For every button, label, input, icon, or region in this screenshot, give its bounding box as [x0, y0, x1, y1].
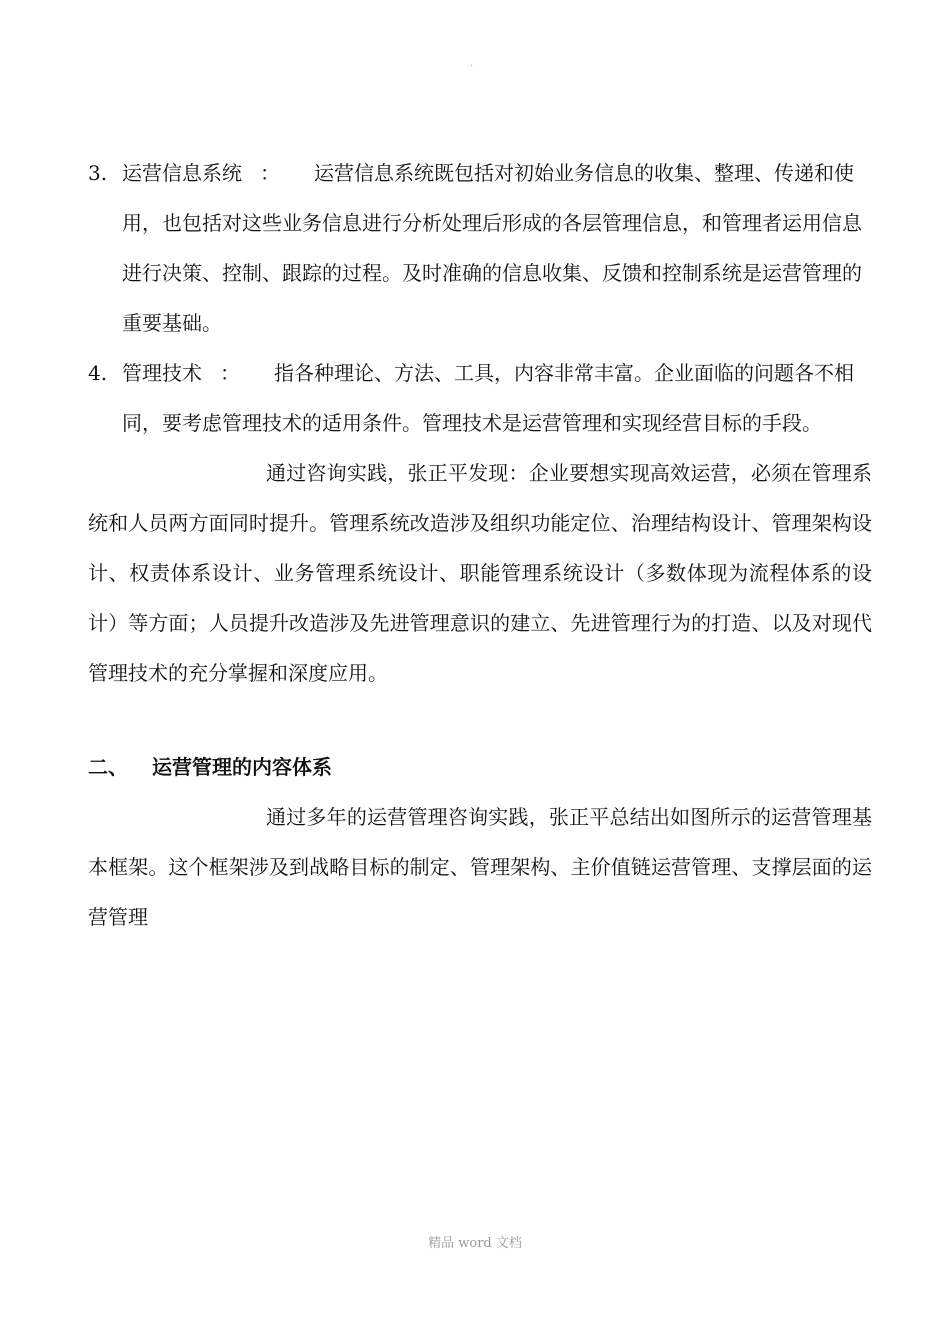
list-text: 指各种理论、方法、工具，内容非常丰富。企业面临的问题各不相同，要考虑管理技术的适用条件。管理技术是运营管理和实现经营目标的手段。 [122, 361, 854, 435]
section-title: 运营管理的内容体系 [152, 755, 332, 779]
list-item-3 [88, 148, 872, 348]
list-number: 3. [88, 161, 108, 185]
section-number: 二、 [88, 755, 128, 779]
list-number: 4. [88, 361, 108, 385]
document-body [88, 148, 872, 942]
list-item-4 [88, 348, 872, 448]
list-colon: ： [220, 361, 240, 385]
list-text: 运营信息系统既包括对初始业务信息的收集、整理、传递和使用，也包括对这些业务信息进行分析处理后形成的各层管理信息，和管理者运用信息进行决策、控制、跟踪的过程。及时准确的信息收集、反馈和控制系统是运营管理的重要基础。 [122, 161, 862, 335]
list-term: 运营信息系统 [122, 161, 242, 185]
section-heading [88, 742, 872, 792]
page-footer: 精品 word 文档 [428, 1236, 522, 1251]
paragraph-framework: 通过多年的运营管理咨询实践，张正平总结出如图所示的运营管理基本框架。这个框架涉及到战略目标的制定、管理架构、主价值链运营管理、支撑层面的运营管理 [88, 805, 872, 929]
list-colon: ： [260, 161, 280, 185]
paragraph-consulting-findings: 通过咨询实践，张正平发现：企业要想实现高效运营，必须在管理系统和人员两方面同时提升。管理系统改造涉及组织功能定位、治理结构设计、管理架构设计、权责体系设计、业务管理系统设计、职能管理系统设计（多数体现为流程体系的设计）等方面；人员提升改造涉及先进管理意识的建立、先进管理行为的打造、以及对现代管理技术的充分掌握和深度应用。 [88, 461, 872, 685]
top-mark: . [470, 58, 474, 69]
list-term: 管理技术 [122, 361, 202, 385]
